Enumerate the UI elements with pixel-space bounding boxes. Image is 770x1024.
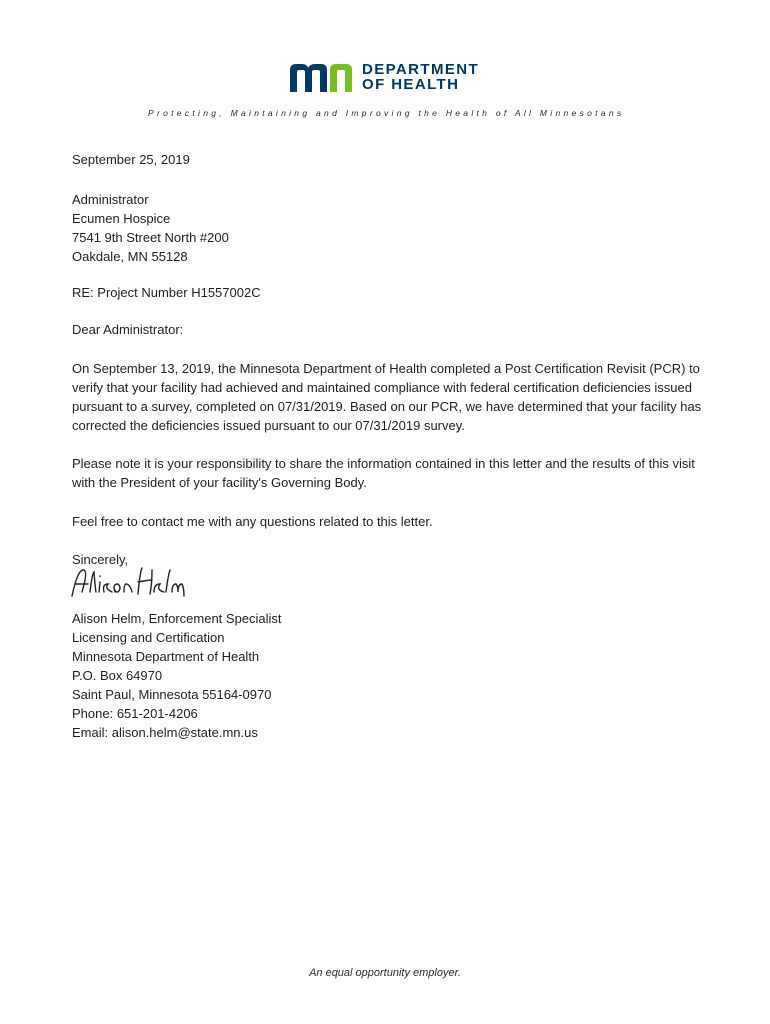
letter-date: September 25, 2019 [72,152,190,167]
dept-line-1: DEPARTMENT [362,61,480,78]
re-line: RE: Project Number H1557002C [72,285,261,300]
closing: Sincerely, [72,552,129,567]
footer-text: An equal opportunity employer. [309,967,461,979]
signature-line: Saint Paul, Minnesota 55164-0970 [72,687,272,702]
recipient-line: Ecumen Hospice [72,211,171,226]
recipient-line: Administrator [72,192,149,207]
body-paragraph-1: On September 13, 2019, the Minnesota Department of Health completed a Post Certification Revisit (PCR) to verify that your facility had achieved and maintained compliance with federal certification deficiencies issued pursuant to a survey, completed on 07/31/2019. Based on our PCR, we have determined that your facility has corrected the deficiencies issued pursuant to our 07/31/2019 survey. [72,361,702,433]
signature-line: P.O. Box 64970 [72,668,163,683]
body-paragraph-3: Feel free to contact me with any questions related to this letter. [72,514,433,529]
salutation: Dear Administrator: [72,322,184,337]
signature-line: Minnesota Department of Health [72,649,260,664]
recipient-line: Oakdale, MN 55128 [72,249,188,264]
signature-line: Email: alison.helm@state.mn.us [72,725,258,740]
signature-line: Licensing and Certification [72,630,225,645]
tagline: Protecting, Maintaining and Improving the Health of All Minnesotans [148,108,625,118]
recipient-line: 7541 9th Street North #200 [72,230,229,245]
signature-line: Phone: 651-201-4206 [72,706,198,721]
department-name [362,62,479,92]
handwritten-signature [68,562,188,604]
mn-logo-icon [288,60,358,94]
signature-block [72,609,282,742]
signature-line: Alison Helm, Enforcement Specialist [72,611,282,626]
dept-line-2: OF HEALTH [362,76,460,93]
letterhead [0,0,770,130]
body-paragraph-2: Please note it is your responsibility to share the information contained in this letter and the results of this visit with the President of your facility's Governing Body. [72,456,695,490]
recipient-address [72,190,229,266]
